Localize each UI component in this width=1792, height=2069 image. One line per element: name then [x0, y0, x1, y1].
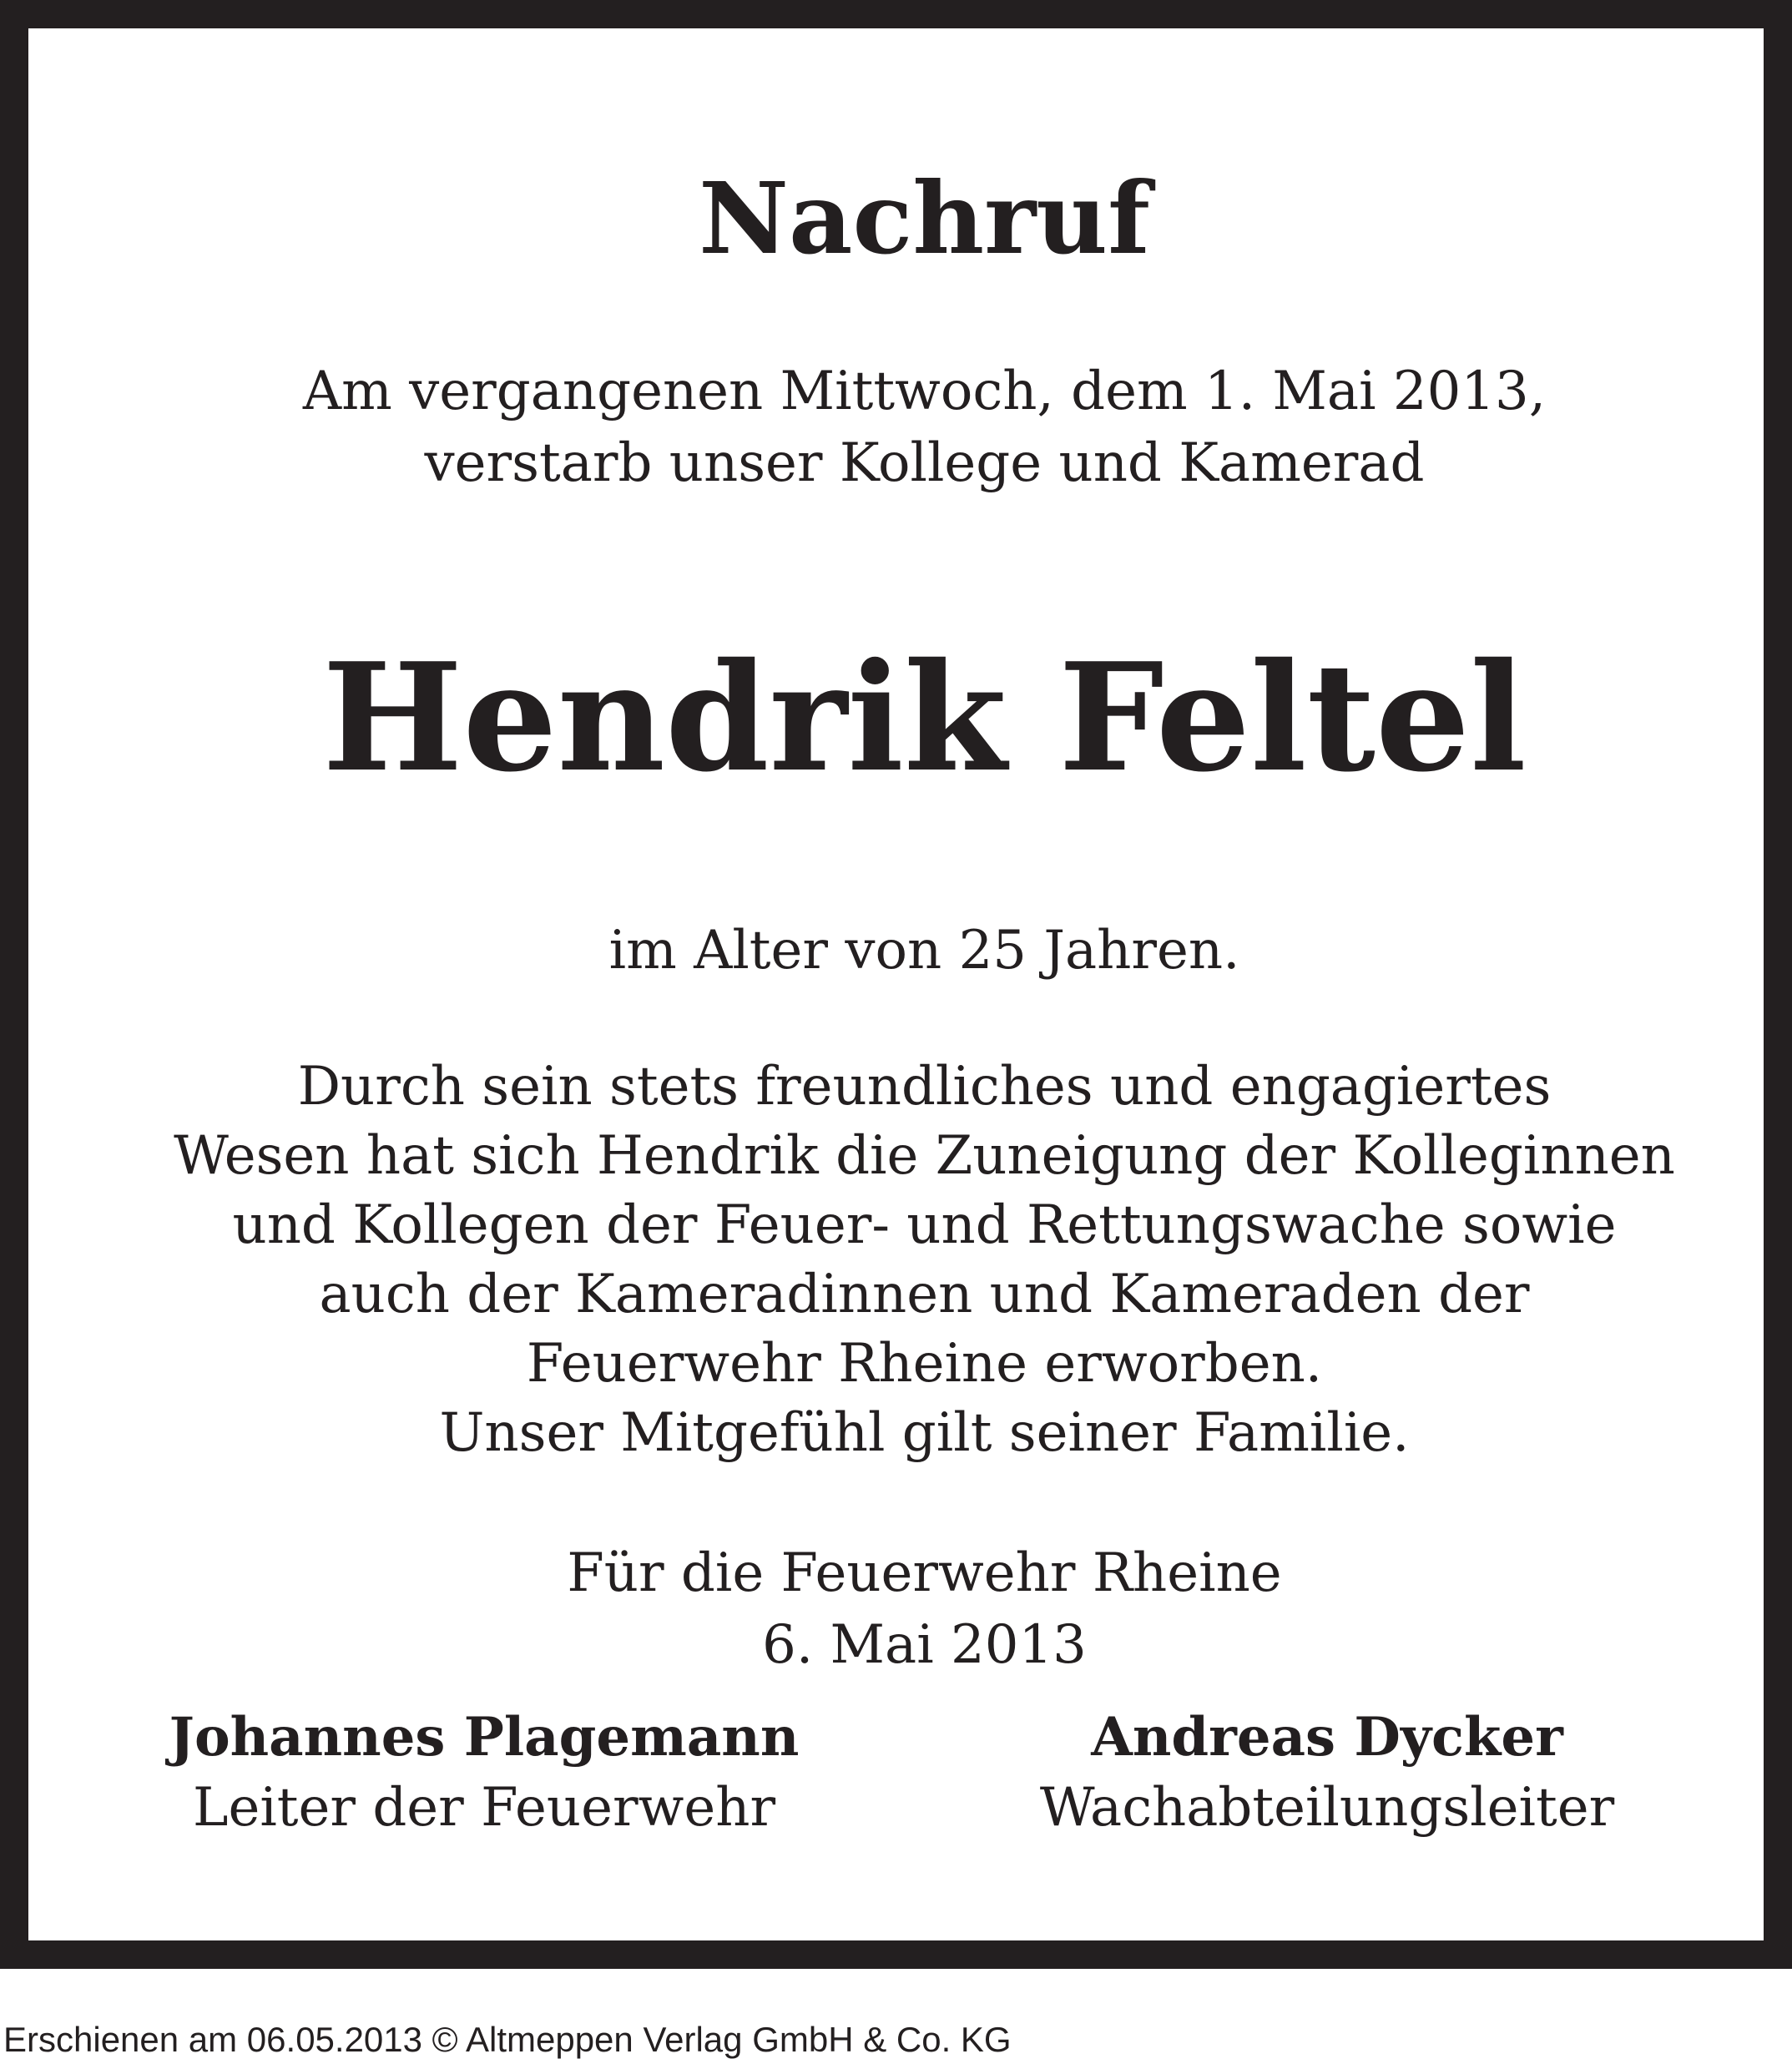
tribute-line: Durch sein stets freundliches und engagiertes	[297, 1056, 1552, 1118]
tribute-line: Wesen hat sich Hendrik die Zuneigung der Kolleginnen	[174, 1125, 1675, 1187]
signer-role: Leiter der Feuerwehr	[192, 1777, 776, 1839]
intro-line: Am vergangenen Mittwoch, dem 1. Mai 2013,	[302, 361, 1547, 422]
signoff-date: 6. Mai 2013	[762, 1614, 1087, 1676]
signer-left	[142, 1703, 826, 1843]
signer-role: Wachabteilungsleiter	[1039, 1777, 1615, 1839]
signoff	[28, 1537, 1792, 1681]
signer-right	[985, 1703, 1669, 1843]
signer-name: Johannes Plagemann	[169, 1706, 800, 1769]
tribute-line: und Kollegen der Feuer- und Rettungswache sowie	[232, 1194, 1617, 1256]
deceased-name: Hendrik Feltel	[322, 630, 1527, 805]
publication-footer: Erschienen am 06.05.2013 © Altmeppen Verlag GmbH & Co. KG	[3, 2020, 1012, 2059]
tribute-line: Unser Mitgefühl gilt seiner Familie.	[439, 1402, 1410, 1464]
intro-text	[28, 356, 1792, 499]
signer-name: Andreas Dycker	[1091, 1706, 1563, 1769]
intro-line: verstarb unser Kollege und Kamerad	[424, 432, 1425, 494]
signoff-organization: Für die Feuerwehr Rheine	[567, 1542, 1282, 1604]
age-text: im Alter von 25 Jahren.	[608, 920, 1240, 982]
tribute-line: auch der Kameradinnen und Kameraden der	[319, 1264, 1530, 1325]
tribute-text	[28, 1052, 1792, 1468]
notice-title: Nachruf	[699, 160, 1150, 276]
tribute-line: Feuerwehr Rheine erworben.	[526, 1333, 1323, 1395]
